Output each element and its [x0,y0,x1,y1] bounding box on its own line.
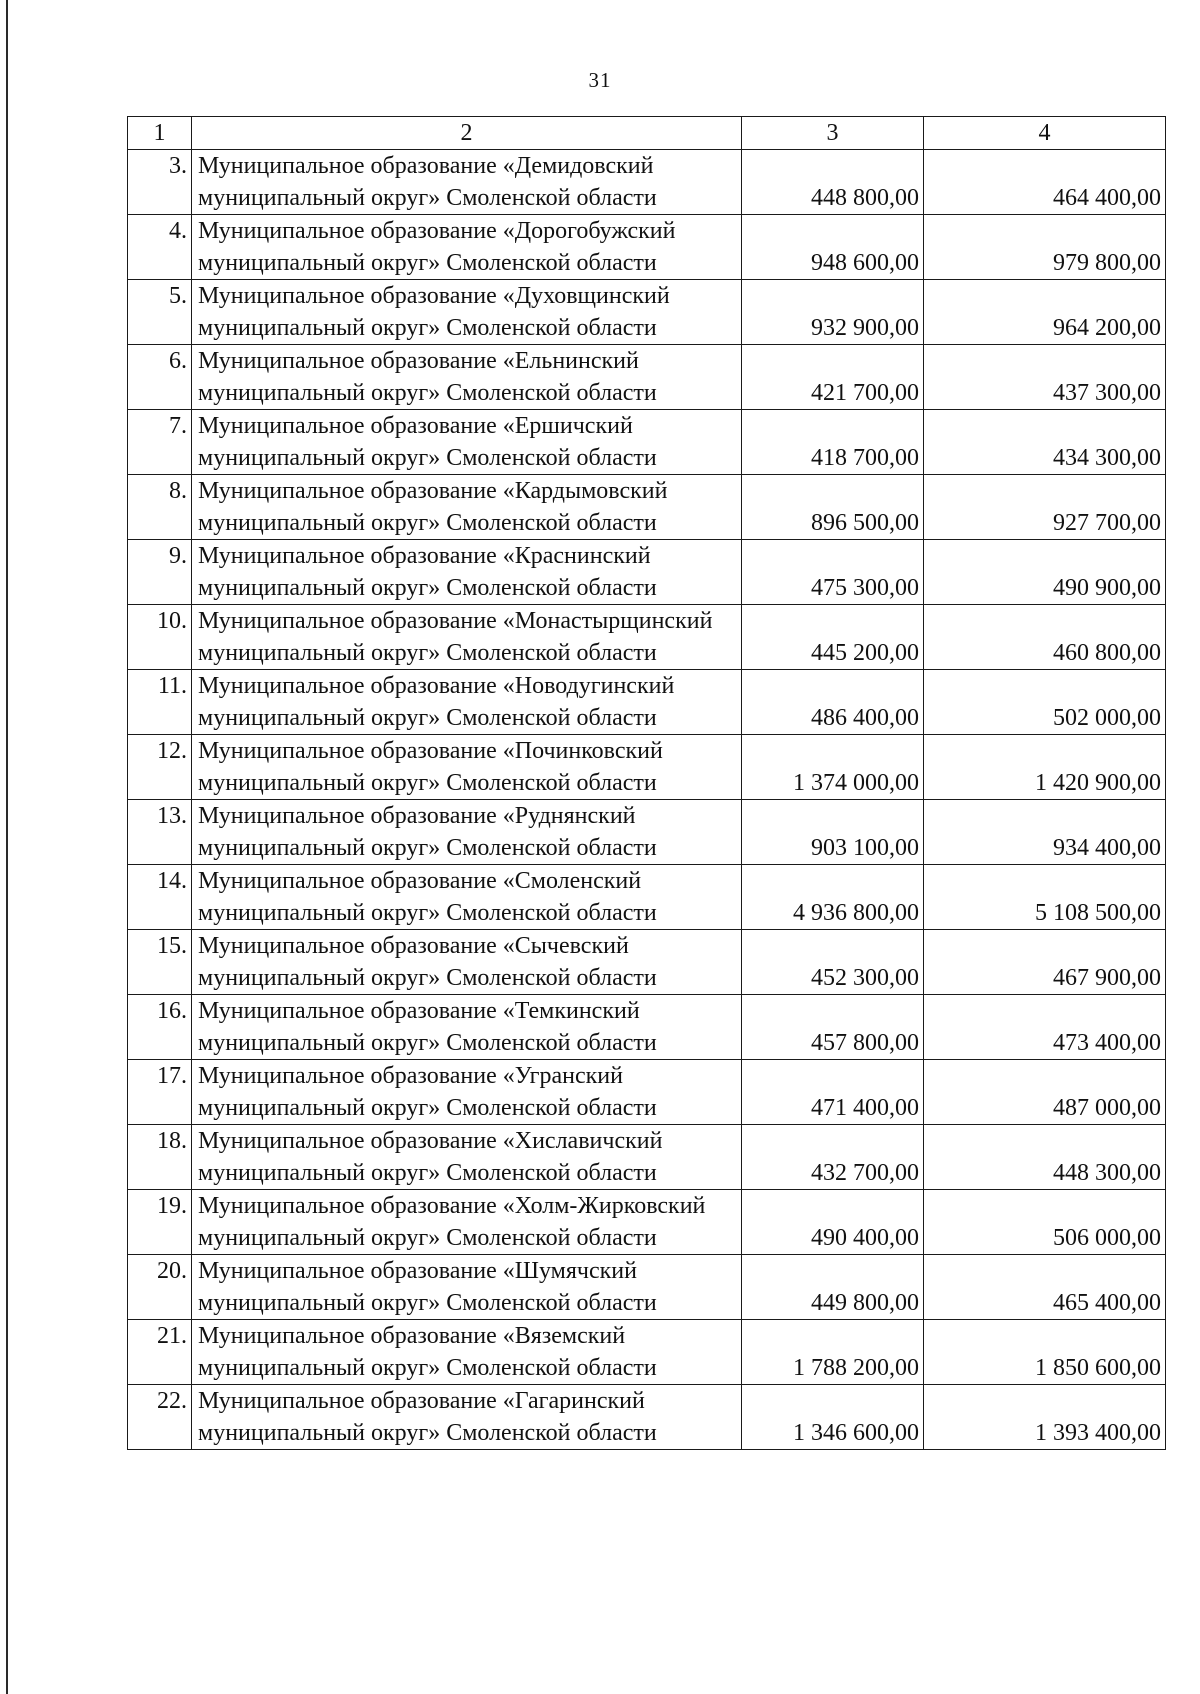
table-row [128,800,1166,865]
table-row [128,735,1166,800]
column-header-2: 2 [192,117,742,150]
table-body [128,117,1166,1450]
amount-column-4: 927 700,00 [924,475,1166,540]
amount-column-4: 467 900,00 [924,930,1166,995]
table-row [128,345,1166,410]
amount-column-3: 903 100,00 [742,800,924,865]
scan-left-edge-line [6,0,8,1694]
municipality-name: Муниципальное образование «Смоленский муниципальный округ» Смоленской области [192,865,742,930]
amount-column-3: 1 346 600,00 [742,1385,924,1450]
amount-column-4: 964 200,00 [924,280,1166,345]
amount-column-4: 437 300,00 [924,345,1166,410]
amount-column-3: 452 300,00 [742,930,924,995]
amount-column-3: 432 700,00 [742,1125,924,1190]
amount-column-4: 506 000,00 [924,1190,1166,1255]
amount-column-4: 490 900,00 [924,540,1166,605]
table-row [128,1125,1166,1190]
municipality-name: Муниципальное образование «Хиславичский муниципальный округ» Смоленской области [192,1125,742,1190]
amount-column-3: 448 800,00 [742,150,924,215]
table-row [128,1320,1166,1385]
municipality-name: Муниципальное образование «Починковский муниципальный округ» Смоленской области [192,735,742,800]
row-number: 22. [128,1385,192,1450]
amount-column-3: 486 400,00 [742,670,924,735]
table-row [128,150,1166,215]
row-number: 3. [128,150,192,215]
amount-column-4: 1 393 400,00 [924,1385,1166,1450]
municipality-name: Муниципальное образование «Краснинский муниципальный округ» Смоленской области [192,540,742,605]
amount-column-3: 948 600,00 [742,215,924,280]
amount-column-3: 449 800,00 [742,1255,924,1320]
amount-column-4: 473 400,00 [924,995,1166,1060]
row-number: 18. [128,1125,192,1190]
municipality-name: Муниципальное образование «Ершичский муниципальный округ» Смоленской области [192,410,742,475]
row-number: 21. [128,1320,192,1385]
municipality-name: Муниципальное образование «Руднянский муниципальный округ» Смоленской области [192,800,742,865]
row-number: 11. [128,670,192,735]
amount-column-3: 457 800,00 [742,995,924,1060]
table-row [128,215,1166,280]
table-row [128,1255,1166,1320]
amount-column-3: 4 936 800,00 [742,865,924,930]
municipality-name: Муниципальное образование «Шумячский муниципальный округ» Смоленской области [192,1255,742,1320]
municipality-name: Муниципальное образование «Монастырщинский муниципальный округ» Смоленской области [192,605,742,670]
row-number: 20. [128,1255,192,1320]
row-number: 12. [128,735,192,800]
amount-column-3: 445 200,00 [742,605,924,670]
amount-column-3: 932 900,00 [742,280,924,345]
amount-column-3: 896 500,00 [742,475,924,540]
table-row [128,605,1166,670]
table-row [128,670,1166,735]
table-row [128,1385,1166,1450]
municipality-name: Муниципальное образование «Дорогобужский муниципальный округ» Смоленской области [192,215,742,280]
amount-column-4: 465 400,00 [924,1255,1166,1320]
municipality-name: Муниципальное образование «Вяземский муниципальный округ» Смоленской области [192,1320,742,1385]
row-number: 4. [128,215,192,280]
table-row [128,475,1166,540]
row-number: 5. [128,280,192,345]
municipality-name: Муниципальное образование «Духовщинский муниципальный округ» Смоленской области [192,280,742,345]
amount-column-3: 1 788 200,00 [742,1320,924,1385]
municipality-name: Муниципальное образование «Кардымовский муниципальный округ» Смоленской области [192,475,742,540]
amount-column-3: 1 374 000,00 [742,735,924,800]
table-row [128,995,1166,1060]
table-row [128,280,1166,345]
row-number: 15. [128,930,192,995]
municipality-name: Муниципальное образование «Холм-Жирковский муниципальный округ» Смоленской области [192,1190,742,1255]
municipality-name: Муниципальное образование «Ельнинский муниципальный округ» Смоленской области [192,345,742,410]
row-number: 17. [128,1060,192,1125]
amount-column-3: 475 300,00 [742,540,924,605]
column-header-3: 3 [742,117,924,150]
column-header-4: 4 [924,117,1166,150]
amount-column-4: 434 300,00 [924,410,1166,475]
table-row [128,410,1166,475]
amount-column-3: 418 700,00 [742,410,924,475]
row-number: 9. [128,540,192,605]
table-row [128,930,1166,995]
row-number: 19. [128,1190,192,1255]
municipality-name: Муниципальное образование «Угранский муниципальный округ» Смоленской области [192,1060,742,1125]
row-number: 16. [128,995,192,1060]
amount-column-4: 1 420 900,00 [924,735,1166,800]
municipality-name: Муниципальное образование «Новодугинский муниципальный округ» Смоленской области [192,670,742,735]
municipality-name: Муниципальное образование «Демидовский муниципальный округ» Смоленской области [192,150,742,215]
row-number: 14. [128,865,192,930]
table-row [128,540,1166,605]
amount-column-3: 421 700,00 [742,345,924,410]
row-number: 10. [128,605,192,670]
page-number: 31 [588,68,612,92]
table-header-row [128,117,1166,150]
table-row [128,865,1166,930]
amount-column-4: 502 000,00 [924,670,1166,735]
amount-column-4: 448 300,00 [924,1125,1166,1190]
amount-column-4: 979 800,00 [924,215,1166,280]
amount-column-4: 1 850 600,00 [924,1320,1166,1385]
table-row [128,1060,1166,1125]
amount-column-3: 471 400,00 [742,1060,924,1125]
amount-column-4: 934 400,00 [924,800,1166,865]
amount-column-4: 5 108 500,00 [924,865,1166,930]
amount-column-4: 487 000,00 [924,1060,1166,1125]
row-number: 7. [128,410,192,475]
municipality-name: Муниципальное образование «Темкинский муниципальный округ» Смоленской области [192,995,742,1060]
row-number: 8. [128,475,192,540]
row-number: 6. [128,345,192,410]
column-header-1: 1 [128,117,192,150]
amount-column-3: 490 400,00 [742,1190,924,1255]
amount-column-4: 460 800,00 [924,605,1166,670]
table-row [128,1190,1166,1255]
amount-column-4: 464 400,00 [924,150,1166,215]
budget-table [127,116,1166,1450]
municipality-name: Муниципальное образование «Сычевский муниципальный округ» Смоленской области [192,930,742,995]
municipality-name: Муниципальное образование «Гагаринский муниципальный округ» Смоленской области [192,1385,742,1450]
row-number: 13. [128,800,192,865]
